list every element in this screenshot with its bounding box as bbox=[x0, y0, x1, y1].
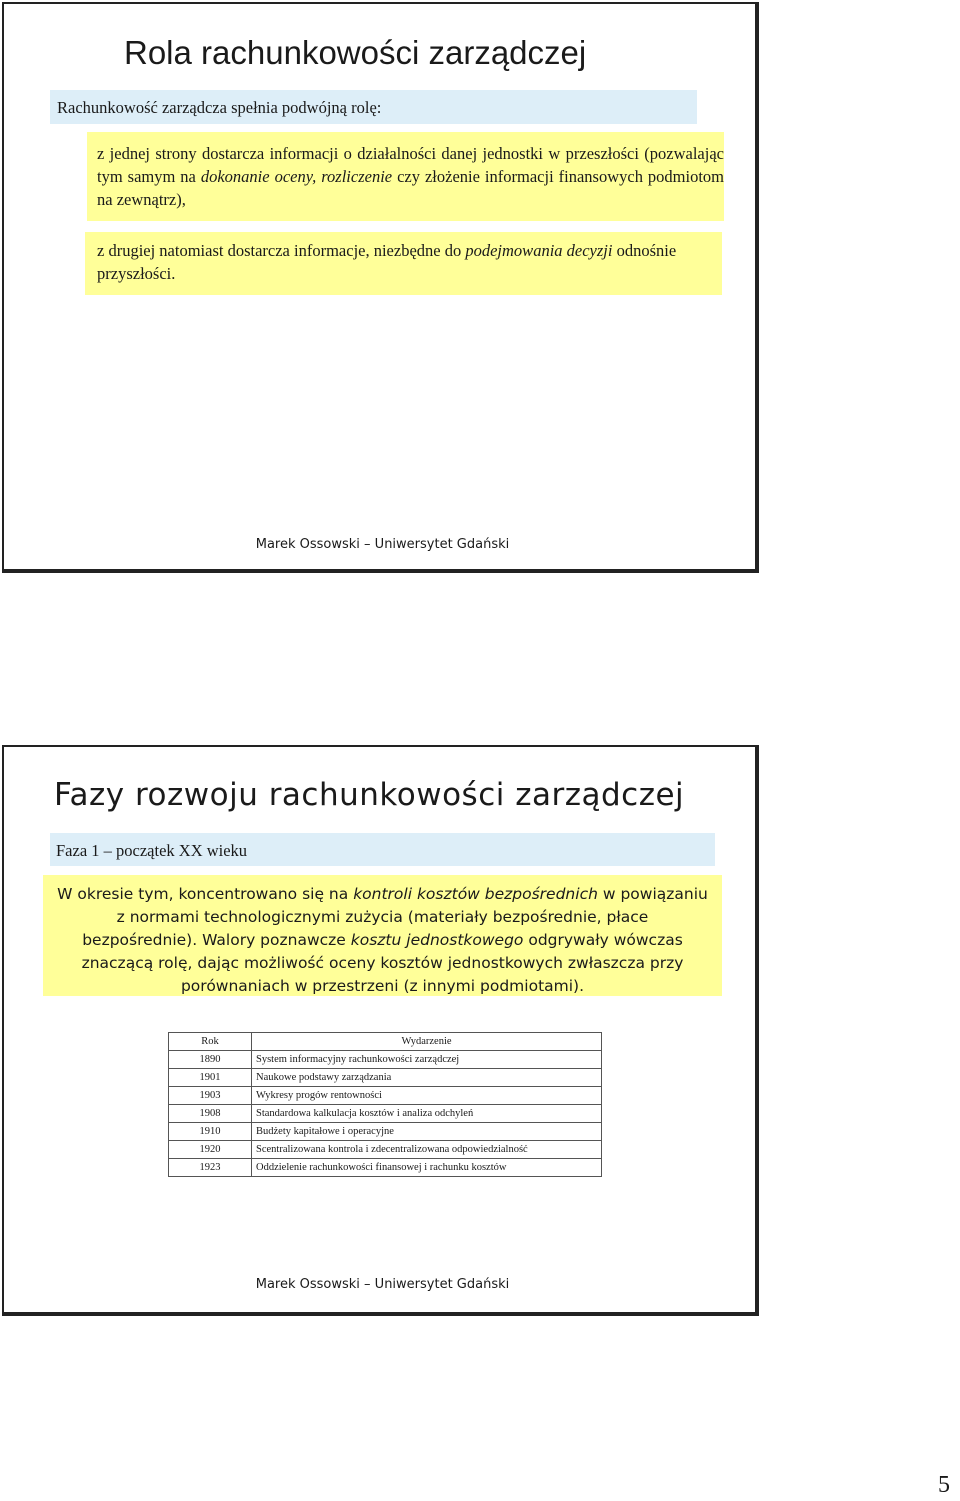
column-header-year: Rok bbox=[169, 1033, 252, 1051]
role-point-1-text-a: z jednej strony dostarcza informacji o działalności danej jednostki w przeszłości (pozwalając tym samym na bbox=[97, 144, 724, 186]
table-row bbox=[169, 1087, 602, 1105]
year-cell: 1910 bbox=[169, 1123, 252, 1141]
slide-fazy-rozwoju bbox=[2, 745, 759, 1316]
year-cell: 1903 bbox=[169, 1087, 252, 1105]
year-cell: 1920 bbox=[169, 1141, 252, 1159]
event-cell: Standardowa kalkulacja kosztów i analiza odchyleń bbox=[252, 1105, 602, 1123]
event-cell: System informacyjny rachunkowości zarządczej bbox=[252, 1051, 602, 1069]
role-point-2 bbox=[85, 232, 722, 295]
year-cell: 1901 bbox=[169, 1069, 252, 1087]
phase-description-text-c: w powiązaniu z normami technologicznymi zużycia (materiały bezpośrednie, płace bezpośrednie). Walory poznawcze bbox=[82, 885, 708, 949]
slide-title: Fazy rozwoju rachunkowości zarządczej bbox=[54, 777, 685, 813]
event-cell: Naukowe podstawy zarządzania bbox=[252, 1069, 602, 1087]
year-cell: 1923 bbox=[169, 1159, 252, 1177]
role-point-2-emphasis: podejmowania decyzji bbox=[465, 241, 613, 260]
phase-description-emphasis-2: kosztu jednostkowego bbox=[350, 931, 524, 949]
year-cell: 1890 bbox=[169, 1051, 252, 1069]
year-cell: 1908 bbox=[169, 1105, 252, 1123]
table-row bbox=[169, 1159, 602, 1177]
event-cell: Budżety kapitałowe i operacyjne bbox=[252, 1123, 602, 1141]
intro-text: Rachunkowość zarządcza spełnia podwójną rolę: bbox=[50, 90, 697, 124]
role-point-2-text-c: odnośnie przyszłości. bbox=[97, 241, 677, 283]
table-header-row bbox=[169, 1033, 602, 1051]
table-row bbox=[169, 1051, 602, 1069]
slide-rola-rachunkowosci bbox=[2, 2, 759, 573]
table-row bbox=[169, 1123, 602, 1141]
event-cell: Oddzielenie rachunkowości finansowej i rachunku kosztów bbox=[252, 1159, 602, 1177]
event-cell: Wykresy progów rentowności bbox=[252, 1087, 602, 1105]
slide-footer: Marek Ossowski – Uniwersytet Gdański bbox=[255, 1277, 510, 1292]
column-header-event: Wydarzenie bbox=[252, 1033, 602, 1051]
phase-description bbox=[43, 875, 722, 996]
events-table bbox=[168, 1032, 602, 1177]
phase-description-text-e: odgrywały wówczas znaczącą rolę, dając możliwość oceny kosztów jednostkowych zwłaszcza przy porównaniach w przestrzeni (z innymi podmiotami). bbox=[81, 931, 684, 995]
phase-description-emphasis-1: kontroli kosztów bezpośrednich bbox=[353, 885, 598, 903]
role-point-2-text-a: z drugiej natomiast dostarcza informacje, niezbędne do bbox=[97, 241, 466, 260]
role-point-1 bbox=[87, 132, 724, 221]
event-cell: Scentralizowana kontrola i zdecentralizowana odpowiedzialność bbox=[252, 1141, 602, 1159]
phase-heading: Faza 1 – początek XX wieku bbox=[50, 833, 715, 866]
table-row bbox=[169, 1141, 602, 1159]
table-row bbox=[169, 1105, 602, 1123]
slide-footer: Marek Ossowski – Uniwersytet Gdański bbox=[255, 537, 510, 552]
role-point-1-text-c: czy złożenie informacji finansowych podmiotom na zewnątrz), bbox=[97, 167, 725, 209]
page-number: 5 bbox=[938, 1472, 950, 1498]
phase-description-text-a: W okresie tym, koncentrowano się na bbox=[57, 885, 354, 903]
role-point-1-emphasis: dokonanie oceny, rozliczenie bbox=[200, 167, 393, 186]
slide-title: Rola rachunkowości zarządczej bbox=[124, 34, 587, 71]
table-row bbox=[169, 1069, 602, 1087]
